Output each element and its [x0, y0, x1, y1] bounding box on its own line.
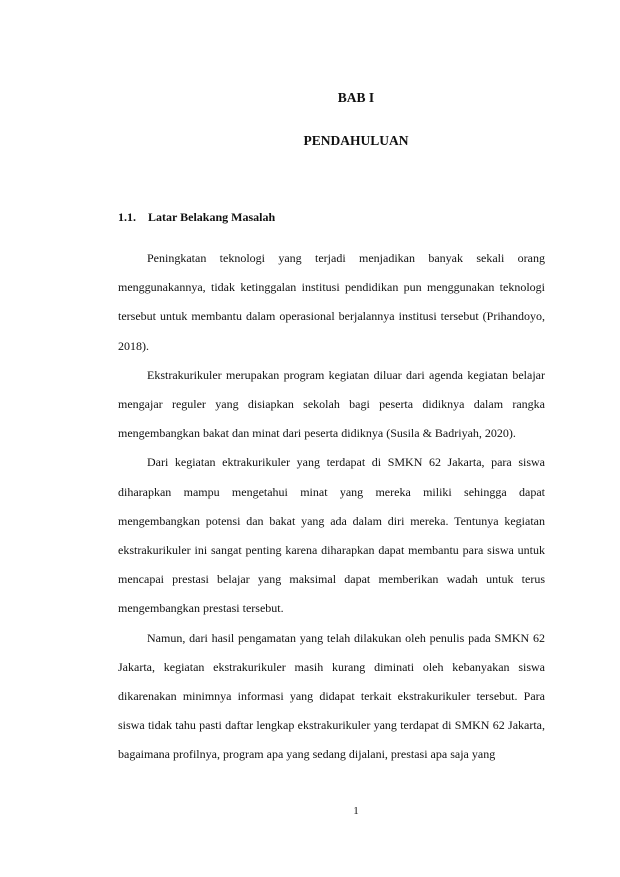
chapter-title: PENDAHULUAN — [303, 133, 409, 148]
paragraph: Ekstrakurikuler merupakan program kegiatan diluar dari agenda kegiatan belajar mengajar reguler yang disiapkan sekolah bagi peserta didiknya dalam rangka mengembangkan bakat dan minat dari peserta didiknya (Susila & Badriyah, 2020). — [118, 367, 545, 441]
section-number: 1.1. — [118, 210, 136, 224]
section-heading — [118, 210, 275, 225]
paragraph: Peningkatan teknologi yang terjadi menjadikan banyak sekali orang menggunakannya, tidak ketinggalan institusi pendidikan pun menggunakan teknologi tersebut untuk membantu dalam operasional berjalannya institusi tersebut (Prihandoyo, 2018). — [118, 251, 545, 353]
paragraph: Namun, dari hasil pengamatan yang telah dilakukan oleh penulis pada SMKN 62 Jakarta, kegiatan ekstrakurikuler masih kurang diminati oleh kebanyakan siswa dikarenakan minimnya informasi yang didapat terkait ekstrakurikuler tersebut. Para siswa tidak tahu pasti daftar lengkap ekstrakurikuler yang terdapat di SMKN 62 Jakarta, bagaimana profilnya, program apa yang sedang dijalani, prestasi apa saja yang — [118, 630, 545, 762]
chapter-number: BAB I — [337, 90, 375, 105]
paragraph: Dari kegiatan ektrakurikuler yang terdapat di SMKN 62 Jakarta, para siswa diharapkan mampu mengetahui minat yang mereka miliki sehingga dapat mengembangkan potensi dan bakat yang ada dalam diri mereka. Tentunya kegiatan ekstrakurikuler ini sangat penting karena diharapkan dapat membantu para siswa untuk mencapai prestasi belajar yang maksimal dapat memberikan wadah untuk terus mengembangkan prestasi tersebut. — [118, 455, 545, 616]
page-number: 1 — [353, 805, 359, 817]
section-title: Latar Belakang Masalah — [148, 210, 276, 224]
body-text — [118, 244, 545, 770]
